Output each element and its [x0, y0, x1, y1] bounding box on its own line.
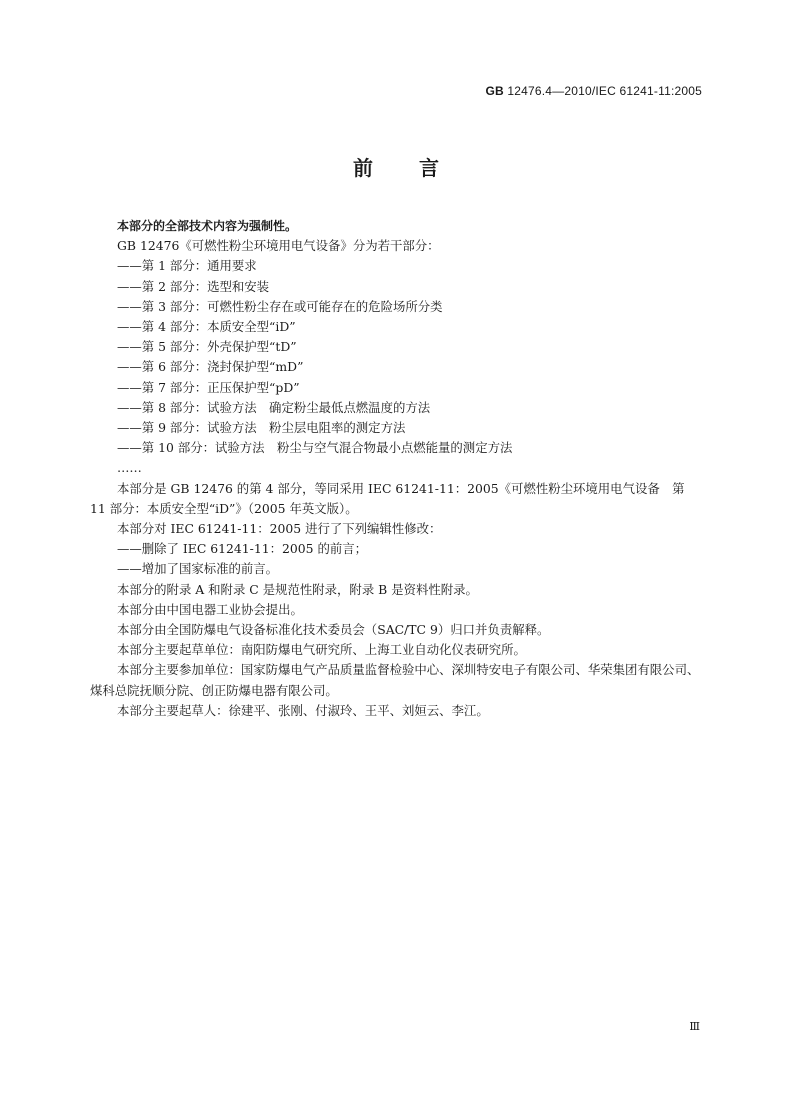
document-identifier	[485, 84, 702, 98]
edit-list-item: ——删除了 IEC 61241-11：2005 的前言；	[117, 541, 368, 557]
participating-units-paragraph: 本部分主要参加单位：国家防爆电气产品质量监督检验中心、深圳特安电子有限公司、华荣集团有限公司、煤科总院抚顺分院、创正防爆电器有限公司。	[90, 662, 700, 698]
proposed-by-paragraph: 本部分由中国电器工业协会提出。	[117, 601, 303, 617]
series-intro: GB 12476《可燃性粉尘环境用电气设备》分为若干部分：	[117, 238, 440, 254]
annexes-paragraph: 本部分的附录 A 和附录 C 是规范性附录，附录 B 是资料性附录。	[117, 581, 478, 597]
part-list-item: ——第 5 部分：外壳保护型“tD”	[117, 339, 297, 355]
document-identifier-prefix: GB	[485, 84, 504, 98]
equivalence-paragraph: 本部分是 GB 12476 的第 4 部分，等同采用 IEC 61241-11：2005《可燃性粉尘环境用电气设备 第 11 部分：本质安全型“iD”》（2005 年英文版）。	[90, 480, 685, 516]
part-list-item: ——第 9 部分：试验方法 粉尘层电阻率的测定方法	[117, 420, 406, 436]
list-ellipsis: ……	[117, 460, 142, 476]
part-list-item: ——第 1 部分：通用要求	[117, 258, 257, 274]
part-list-item: ——第 10 部分：试验方法 粉尘与空气混合物最小点燃能量的测定方法	[117, 440, 513, 456]
committee-paragraph: 本部分由全国防爆电气设备标准化技术委员会（SAC/TC 9）归口并负责解释。	[117, 622, 550, 638]
edits-intro: 本部分对 IEC 61241-11：2005 进行了下列编辑性修改：	[117, 521, 442, 537]
part-list-item: ——第 3 部分：可燃性粉尘存在或可能存在的危险场所分类	[117, 298, 443, 314]
mandatory-statement: 本部分的全部技术内容为强制性。	[117, 219, 298, 233]
page-title: 前言	[353, 156, 485, 180]
edit-list-item: ——增加了国家标准的前言。	[117, 561, 279, 577]
drafting-units-paragraph: 本部分主要起草单位：南阳防爆电气研究所、上海工业自动化仪表研究所。	[117, 642, 526, 658]
foreword-body	[90, 216, 702, 721]
document-identifier-number: 12476.4—2010/IEC 61241-11:2005	[503, 84, 702, 98]
part-list-item: ——第 8 部分：试验方法 确定粉尘最低点燃温度的方法	[117, 399, 431, 415]
page-number: Ⅲ	[689, 1020, 700, 1033]
part-list-item: ——第 4 部分：本质安全型“iD”	[117, 319, 296, 335]
part-list-item: ——第 6 部分：浇封保护型“mD”	[117, 359, 304, 375]
drafters-paragraph: 本部分主要起草人：徐建平、张刚、付淑玲、王平、刘姮云、李江。	[117, 702, 489, 718]
part-list-item: ——第 7 部分：正压保护型“pD”	[117, 379, 300, 395]
part-list-item: ——第 2 部分：选型和安装	[117, 278, 270, 294]
